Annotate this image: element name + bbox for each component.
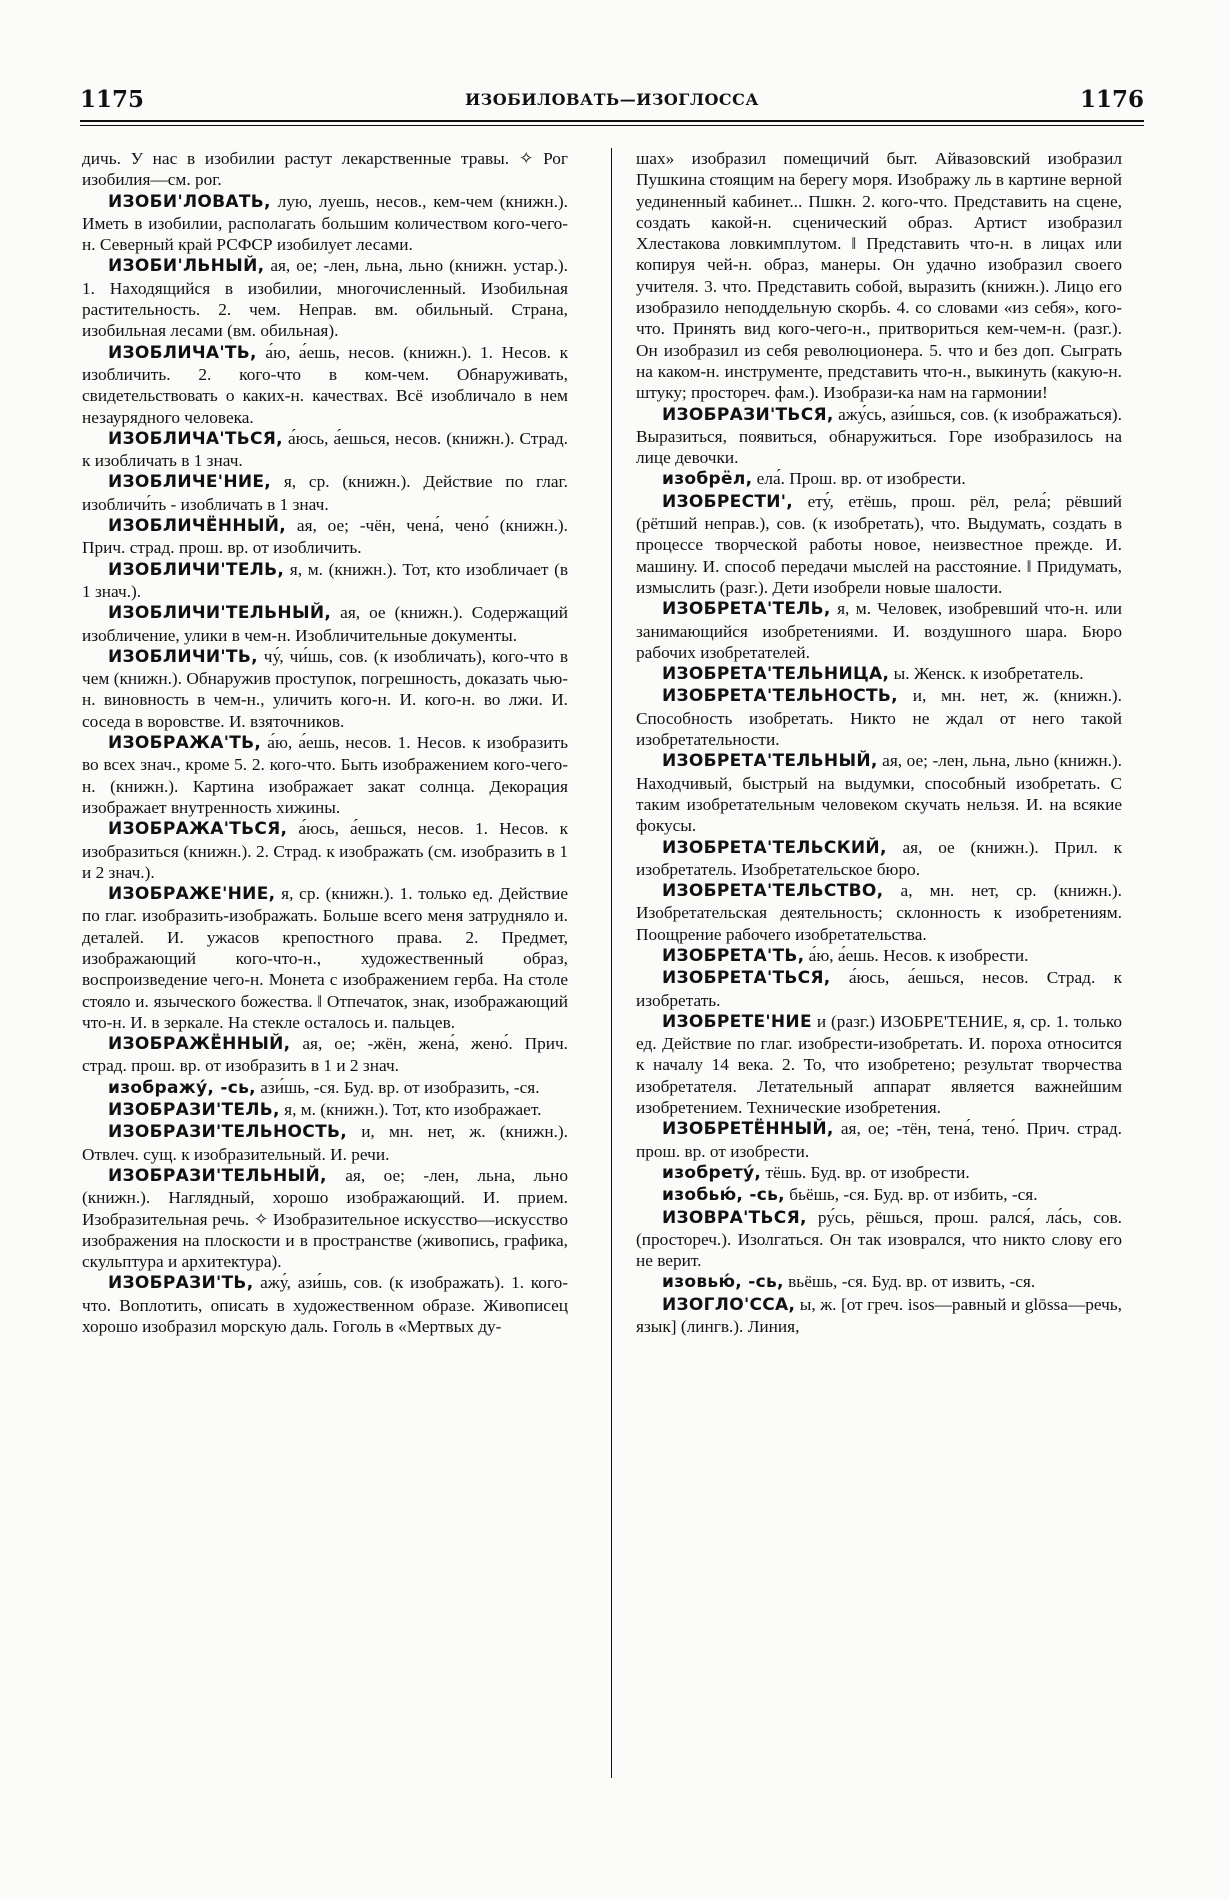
entry-headword: ИЗОБРАЖЁННЫЙ, xyxy=(108,1034,291,1055)
dictionary-entry xyxy=(82,342,568,428)
dictionary-entry xyxy=(636,148,1122,404)
entry-definition: ы. Женск. к изобретатель. xyxy=(889,664,1084,684)
dictionary-entry xyxy=(82,732,568,818)
entry-headword: ИЗОБЛИЧИ'ТЬ, xyxy=(108,646,258,667)
entry-headword: ИЗОБРЕТА'ТЕЛЬНОСТЬ, xyxy=(662,686,898,707)
entry-headword: ИЗОБИ'ЛЬНЫЙ, xyxy=(108,256,265,277)
dictionary-entry xyxy=(82,1272,568,1337)
entry-headword: ИЗОБЛИЧИ'ТЕЛЬ, xyxy=(108,559,285,580)
entry-headword: ИЗОБРЕТЁННЫЙ, xyxy=(662,1119,834,1140)
dictionary-entry xyxy=(82,1077,568,1099)
entry-definition: ету́, етёшь, прош. рёл, рела́; рёвший (рётший неправ.), сов. (к изобретать), что. Выдумать, создать в процессе творческой работы новое, неизвестное прежде. И. машину. И. способ передачи мыслей на расстояние. ‖ Придумать, измыслить (разг.). Дети изобрели новые шалости. xyxy=(636,491,1122,597)
dictionary-entry xyxy=(636,750,1122,836)
dictionary-entry xyxy=(82,646,568,732)
entry-definition: ази́шь, -ся. Буд. вр. от изобразить, -ся. xyxy=(255,1077,540,1097)
entry-headword: ИЗОБРЕТА'ТЕЛЬ, xyxy=(662,599,831,620)
dictionary-entry xyxy=(636,685,1122,750)
dictionary-entry xyxy=(636,1271,1122,1293)
entry-definition: ела́. Прош. вр. от изобрести. xyxy=(752,469,966,489)
entry-definition: и (разг.) ИЗОБРЕ'ТЕНИЕ, я, ср. 1. только ед. Действие по глаг. изобрести-изобретать. И. пороха относится к началу 14 века. 2. То, что изобретено; результат творчества изобретателя. Летательный аппарат является важнейшим изобретением. Технические изобретения. xyxy=(636,1011,1122,1118)
dictionary-entry xyxy=(82,1033,568,1077)
entry-definition: а́ю, а́ешь. Несов. к изобрести. xyxy=(804,945,1029,965)
entry-definition: а, мн. нет, ср. (книжн.). Изобретательская деятельность; склонность к изобретениям. Поощрение рабочего изобретательства. xyxy=(636,881,1122,944)
dictionary-entry xyxy=(82,602,568,646)
entry-headword: ИЗОБРЕТЕ'НИЕ xyxy=(662,1011,812,1032)
entry-headword: ИЗОБЛИЧЕ'НИЕ, xyxy=(108,472,272,493)
entry-headword: изобрету́, xyxy=(662,1162,762,1183)
entry-headword: изобрёл, xyxy=(662,469,753,490)
entry-definition: ы, ж. [от греч. isos—равный и glōssa—речь, язык] (лингв.). Линия, xyxy=(636,1294,1122,1337)
entry-headword: ИЗОБРАЗИ'ТЕЛЬНЫЙ, xyxy=(108,1165,327,1186)
dictionary-entry xyxy=(82,1099,568,1121)
dictionary-entry xyxy=(636,1011,1122,1118)
dictionary-entry xyxy=(82,818,568,883)
dictionary-entry xyxy=(636,663,1122,685)
dictionary-entry xyxy=(636,837,1122,881)
entry-definition: ая, ое; -чён, чена́, чено́ (книжн.). Прич. страд. прош. вр. от изобличить. xyxy=(82,516,568,558)
entry-definition: дичь. У нас в изобилии растут лекарственные травы. ✧ Рог изобилия—см. рог. xyxy=(82,149,568,190)
entry-definition: ру́сь, рёшься, прош. рался́, ла́сь, сов. (простореч.). Изолгаться. Он так изоврался, что никто слову его не верит. xyxy=(636,1207,1122,1271)
entry-definition: чу́, чи́шь, сов. (к изобличать), кого-что в чем (книжн.). Обнаружив проступок, погрешность, доказать чью-н. виновность в чем-н., уличить кого-н. И. кого-н. во лжи. И. соседа в воровстве. И. взяточников. xyxy=(82,646,568,731)
entry-definition: а́юсь, а́ешься, несов. 1. Несов. к изобразиться (книжн.). 2. Страд. к изображать (см. изобразить в 1 и 2 знач.). xyxy=(82,819,568,882)
entry-definition: шах» изобразил помещичий быт. Айвазовский изобразил Пушкина стоящим на берегу моря. Изображу ль в картине верной уединенный кабинет... Пшкн. 2. кого-что. Представить на сцене, создать какой-н. сценический образ. Артист изобразил Хлестакова ловкимплутом. ‖ Представить что-н. в лицах или копируя чей-н. образ, манеры. Он удачно изобразил своего учителя. 3. что. Представить собой, выразить (книжн.). Лицо его изобразило неподдельную скорбь. 4. со словами «из себя», кого-что. Принять вид кого-чего-н., притвориться кем-чем-н. (разг.). Он изобразил из себя революционера. 5. что и без доп. Сыграть на каком-н. инструменте, представить что-н., выкинуть (какую-н. штуку; простореч. фам.). Изобрази-ка нам на гармонии! xyxy=(636,149,1122,403)
dictionary-entry xyxy=(82,428,568,472)
entry-headword: ИЗОВРА'ТЬСЯ, xyxy=(662,1207,807,1228)
dictionary-entry xyxy=(82,883,568,1033)
entry-definition: а́ю, а́ешь, несов. 1. Несов. к изобразить во всех знач., кроме 5. 2. кого-что. Быть изображением кого-чего-н. (книжн.). Картина изображает закат солнца. Декорация изображает внутренность хижины. xyxy=(82,733,568,817)
dictionary-entry xyxy=(82,191,568,256)
entry-definition: я, ср. (книжн.). Действие по глаг. изобличи́ть - изобличать в 1 знач. xyxy=(82,472,568,514)
header-rule-thin xyxy=(80,125,1144,126)
entry-definition: ая, ое; -лен, льна, льно (книжн.). Наглядный, хорошо изображающий. И. прием. Изобразительная речь. ✧ Изобразительное искусство—искусство изображения на плоскости и в пространстве (живопись, графика, скульптура и архитектура). xyxy=(82,1165,568,1272)
header-rule-thick xyxy=(80,120,1144,122)
entry-definition: я, м. (книжн.). Тот, кто изобличает (в 1 знач.). xyxy=(82,559,568,601)
entry-definition: я, ср. (книжн.). 1. только ед. Действие по глаг. изобразить-изображать. Больше всего меня затрудняло и. деталей. И. ужасов крепостного права. 2. Предмет, изображающий кого-что-н., художественный образ, воспроизведение чего-н. Монета с изображением герба. На столе стояло и. языческого божества. ‖ Отпечаток, знак, изображающий что-н. И. в зеркале. На стекле осталось и. пальцев. xyxy=(82,884,568,1032)
dictionary-entry xyxy=(636,1118,1122,1162)
entry-headword: ИЗОГЛО'ССА, xyxy=(662,1294,796,1315)
entry-headword: ИЗОБРЕТА'ТЬ, xyxy=(662,945,805,966)
entry-headword: ИЗОБИ'ЛОВАТЬ, xyxy=(108,191,271,212)
page-header xyxy=(80,86,1144,120)
dictionary-entry xyxy=(82,1165,568,1272)
dictionary-entry xyxy=(82,255,568,341)
dictionary-entry xyxy=(82,1121,568,1165)
running-title: ИЗОБИЛОВАТЬ—ИЗОГЛОССА xyxy=(465,90,759,109)
dictionary-entry xyxy=(636,598,1122,663)
entry-headword: изобью́, -сь, xyxy=(662,1185,785,1206)
dictionary-entry xyxy=(82,559,568,603)
column-divider xyxy=(611,148,612,1778)
entry-definition: ажу́сь, ази́шься, сов. (к изображаться). Выразиться, появиться, обнаружиться. Горе изобразилось на лице девочки. xyxy=(636,404,1122,468)
entry-headword: ИЗОБРЕТА'ТЕЛЬСКИЙ, xyxy=(662,837,887,858)
dictionary-entry xyxy=(636,1207,1122,1272)
entry-headword: ИЗОБРАЗИ'ТЬСЯ, xyxy=(662,404,834,425)
entry-definition: вьёшь, -ся. Буд. вр. от извить, -ся. xyxy=(783,1272,1036,1292)
page-number-right: 1176 xyxy=(1079,86,1144,113)
entry-headword: ИЗОБЛИЧЁННЫЙ, xyxy=(108,516,287,537)
entry-definition: ая, ое (книжн.). Содержащий изобличение, улики в чем-н. Изобличительные документы. xyxy=(82,603,568,645)
entry-definition: я, м. Человек, изобревший что-н. или занимающийся изобретениями. И. воздушного шара. Бюро рабочих изобретателей. xyxy=(636,599,1122,662)
entry-definition: а́ю, а́ешь, несов. (книжн.). 1. Несов. к изобличить. 2. кого-что в ком-чем. Обнаруживать, свидетельствовать о каких-н. качествах. Всё изобличало в нем незаурядного человека. xyxy=(82,342,568,427)
dictionary-entry xyxy=(636,1294,1122,1338)
dictionary-entry xyxy=(636,1184,1122,1206)
entry-headword: ИЗОБРАЗИ'ТЕЛЬ, xyxy=(108,1100,280,1121)
entry-headword: ИЗОБРАЖА'ТЬСЯ, xyxy=(108,819,288,840)
entry-definition: и, мн. нет, ж. (книжн.). Способность изобретать. Никто не ждал от него такой изобретательности. xyxy=(636,686,1122,750)
dictionary-entry xyxy=(636,880,1122,945)
entry-definition: ая, ое; -тён, тена́, тено́. Прич. страд. прош. вр. от изобрести. xyxy=(636,1119,1122,1161)
entry-definition: и, мн. нет, ж. (книжн.). Отвлеч. сущ. к изобразительный. И. речи. xyxy=(82,1122,568,1164)
dictionary-entry xyxy=(636,945,1122,967)
entry-definition: я, м. (книжн.). Тот, кто изображает. xyxy=(279,1100,542,1120)
dictionary-entry xyxy=(82,515,568,559)
entry-headword: ИЗОБЛИЧИ'ТЕЛЬНЫЙ, xyxy=(108,603,332,624)
entry-headword: ИЗОБРАЖА'ТЬ, xyxy=(108,733,262,754)
entry-definition: а́юсь, а́ешься, несов. Страд. к изобретать. xyxy=(636,968,1122,1010)
entry-definition: ая, ое; -жён, жена́, жено́. Прич. страд. прош. вр. от изобразить в 1 и 2 знач. xyxy=(82,1034,568,1076)
dictionary-entry xyxy=(82,471,568,515)
entry-definition: лую, луешь, несов., кем-чем (книжн.). Иметь в изобилии, располагать большим количеством кого-чего-н. Северный край РСФСР изобилует лесами. xyxy=(82,191,568,255)
dictionary-entry xyxy=(636,1162,1122,1184)
entry-headword: ИЗОБРЕТА'ТЕЛЬНЫЙ, xyxy=(662,751,878,772)
entry-definition: а́юсь, а́ешься, несов. (книжн.). Страд. к изобличать в 1 знач. xyxy=(82,428,568,471)
entry-headword: изовью́, -сь, xyxy=(662,1272,784,1293)
entry-headword: ИЗОБРЕТА'ТЕЛЬНИЦА, xyxy=(662,664,890,685)
entry-definition: бьёшь, -ся. Буд. вр. от избить, -ся. xyxy=(784,1185,1038,1205)
dictionary-entry xyxy=(636,404,1122,469)
entry-definition: тёшь. Буд. вр. от изобрести. xyxy=(761,1162,970,1182)
entry-headword: ИЗОБРЕТА'ТЬСЯ, xyxy=(662,968,831,989)
entry-headword: изображу́, -сь, xyxy=(108,1077,256,1098)
entry-definition: ажу́, ази́шь, сов. (к изображать). 1. кого-что. Воплотить, описать в художественном образе. Живописец хорошо изобразил морскую даль. Гоголь в «Мертвых ду- xyxy=(82,1273,568,1337)
dictionary-entry xyxy=(82,148,568,191)
right-column xyxy=(636,148,1122,1868)
entry-headword: ИЗОБРЕСТИ', xyxy=(662,491,794,512)
entry-headword: ИЗОБЛИЧА'ТЬСЯ, xyxy=(108,428,283,449)
dictionary-entry xyxy=(636,491,1122,598)
entry-headword: ИЗОБРАЗИ'ТЕЛЬНОСТЬ, xyxy=(108,1122,347,1143)
entry-headword: ИЗОБРАЗИ'ТЬ, xyxy=(108,1273,254,1294)
entry-definition: ая, ое (книжн.). Прил. к изобретатель. Изобретательское бюро. xyxy=(636,837,1122,879)
page-number-left: 1175 xyxy=(80,86,145,113)
entry-headword: ИЗОБРАЖЕ'НИЕ, xyxy=(108,884,276,905)
dictionary-entry xyxy=(636,468,1122,490)
dictionary-entry xyxy=(636,967,1122,1011)
entry-definition: ая, ое; -лен, льна, льно (книжн. устар.). 1. Находящийся в изобилии, многочисленный. Изобильная растительность. 2. чем. Неправ. вм. обильный. Страна, изобильная лесами (вм. обильная). xyxy=(82,256,568,341)
entry-definition: ая, ое; -лен, льна, льно (книжн.). Находчивый, быстрый на выдумки, способный изобретать. С таким изобретательным человеком скучать нельзя. И. на всякие фокусы. xyxy=(636,751,1122,836)
left-column xyxy=(82,148,568,1868)
entry-headword: ИЗОБРЕТА'ТЕЛЬСТВО, xyxy=(662,881,884,902)
entry-headword: ИЗОБЛИЧА'ТЬ, xyxy=(108,342,257,363)
